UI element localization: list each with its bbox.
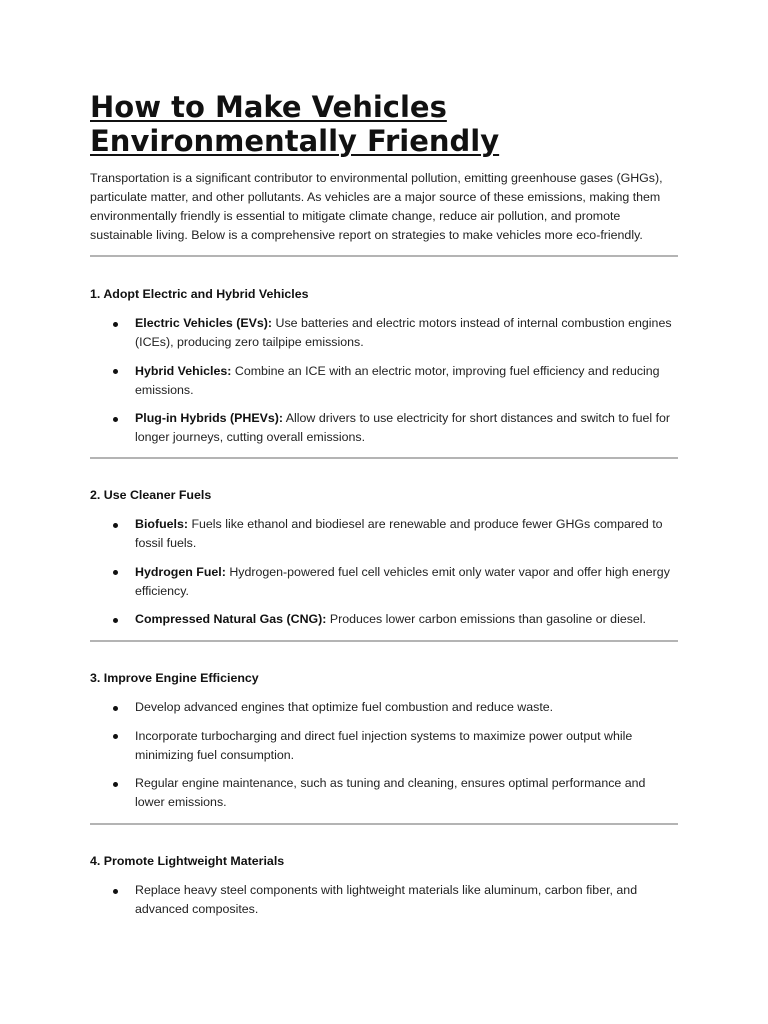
section-heading: 4. Promote Lightweight Materials bbox=[90, 854, 285, 868]
section-heading: 2. Use Cleaner Fuels bbox=[90, 488, 212, 502]
section-engine-efficiency bbox=[90, 669, 678, 822]
list-item-text: Regular engine maintenance, such as tuning and cleaning, ensures optimal performance and lower emissions. bbox=[135, 776, 646, 809]
bullet-icon bbox=[113, 734, 118, 739]
section-divider bbox=[90, 640, 678, 642]
page-title-line-1: How to Make Vehicles bbox=[90, 90, 447, 124]
list-item bbox=[90, 727, 678, 765]
list-item bbox=[90, 774, 678, 812]
list-item-text: Incorporate turbocharging and direct fuel injection systems to maximize power output while minimizing fuel consumption. bbox=[135, 728, 633, 762]
bullet-icon bbox=[113, 523, 118, 528]
page-title-line-2: Environmentally Friendly bbox=[90, 124, 500, 158]
list-item bbox=[90, 515, 678, 553]
list-item-text: Fuels like ethanol and biodiesel are renewable and produce fewer GHGs compared to fossil fuels. bbox=[135, 517, 663, 550]
bullet-list bbox=[90, 515, 678, 629]
list-item-text: Combine an ICE with an electric motor, improving fuel efficiency and reducing emissions. bbox=[135, 363, 660, 397]
bullet-list bbox=[90, 698, 678, 812]
list-item-text: Allow drivers to use electricity for short distances and switch to fuel for longer journeys, cutting overall emissions. bbox=[135, 411, 671, 444]
section-heading: 3. Improve Engine Efficiency bbox=[90, 671, 259, 685]
list-item-term: Compressed Natural Gas (CNG): bbox=[135, 612, 327, 626]
bullet-icon bbox=[113, 706, 118, 711]
list-item-term: Electric Vehicles (EVs): bbox=[135, 316, 273, 330]
list-item-term: Plug-in Hybrids (PHEVs): bbox=[135, 411, 284, 425]
section-heading: 1. Adopt Electric and Hybrid Vehicles bbox=[90, 287, 309, 301]
list-item bbox=[90, 362, 678, 400]
document-header bbox=[90, 90, 678, 245]
list-item-term: Hybrid Vehicles: bbox=[135, 363, 232, 378]
section-divider bbox=[90, 823, 678, 825]
bullet-icon bbox=[113, 889, 118, 894]
intro-paragraph: Transportation is a significant contributor to environmental pollution, emitting greenhouse gases (GHGs), particulate matter, and other pollutants. As vehicles are a major source of these emissions, making them environmentally friendly is essential to mitigate climate change, reduce air pollution, and promote sustainable living. Below is a comprehensive report on strategies to make vehicles more eco-friendly. bbox=[90, 171, 663, 242]
list-item bbox=[90, 610, 678, 629]
section-electric-hybrid bbox=[90, 285, 678, 457]
bullet-list bbox=[90, 314, 678, 447]
bullet-icon bbox=[113, 570, 118, 575]
list-item-text: Produces lower carbon emissions than gasoline or diesel. bbox=[326, 612, 646, 626]
list-item-text: Hydrogen-powered fuel cell vehicles emit only water vapor and offer high energy efficiency. bbox=[135, 564, 670, 598]
list-item bbox=[90, 409, 678, 447]
list-item-text: Replace heavy steel components with lightweight materials like aluminum, carbon fiber, and advanced composites. bbox=[135, 883, 638, 916]
bullet-icon bbox=[113, 417, 118, 422]
list-item bbox=[90, 563, 678, 601]
list-item bbox=[90, 314, 678, 352]
list-item-text: Develop advanced engines that optimize fuel combustion and reduce waste. bbox=[135, 700, 554, 714]
bullet-icon bbox=[113, 322, 118, 327]
bullet-icon bbox=[113, 782, 118, 787]
list-item-term: Biofuels: bbox=[135, 517, 189, 531]
section-cleaner-fuels bbox=[90, 486, 678, 639]
section-lightweight-materials bbox=[90, 852, 678, 929]
section-divider bbox=[90, 457, 678, 459]
section-divider bbox=[90, 255, 678, 257]
bullet-icon bbox=[113, 618, 118, 623]
list-item-term: Hydrogen Fuel: bbox=[135, 564, 226, 579]
list-item bbox=[90, 881, 678, 919]
list-item-text: Use batteries and electric motors instead of internal combustion engines (ICEs), producing zero tailpipe emissions. bbox=[135, 316, 672, 349]
page-title bbox=[90, 90, 678, 158]
bullet-list bbox=[90, 881, 678, 919]
bullet-icon bbox=[113, 369, 118, 374]
list-item bbox=[90, 698, 678, 717]
